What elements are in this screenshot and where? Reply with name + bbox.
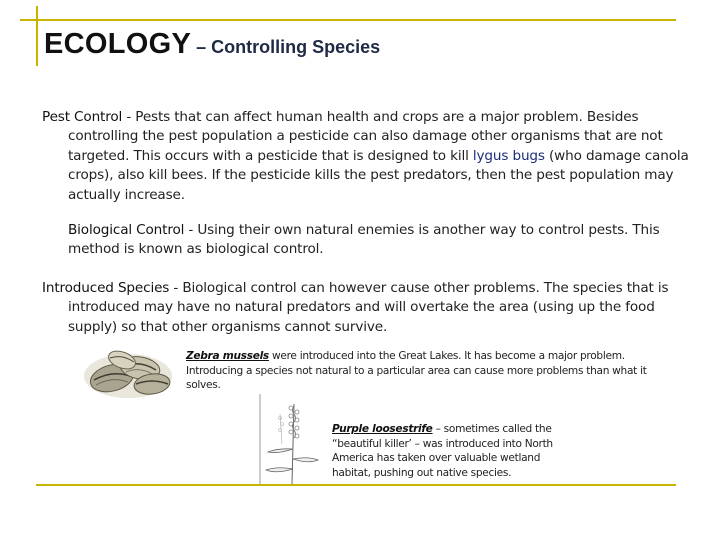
bottom-rule (36, 484, 676, 486)
left-rule (36, 6, 38, 66)
biological-control-paragraph (68, 221, 672, 260)
introduced-species-paragraph (42, 279, 698, 337)
zebra-mussels-caption (186, 349, 666, 393)
pest-control-text: - Pests that can affect human health and crops are a major problem. Besides controlling the pest population a pesticide can also damage other organisms that are not targeted. This occurs with a pesticide that is designed to kill (68, 109, 663, 164)
purple-loosestrife-caption (332, 422, 572, 480)
zebra-mussels-text: were introduced into the Great Lakes. It has become a major problem. Introducing a species not natural to a particular area can cause more problems than what it solves. (186, 350, 647, 392)
biological-control-term: Biological Control (68, 222, 185, 238)
introduced-species-term: Introduced Species (42, 280, 170, 296)
purple-loosestrife-image (258, 394, 322, 486)
introduced-species-text: - Biological control can however cause other problems. The species that is introduced may have no natural predators and will overtake the area (using up the food supply) so that other organisms cannot survive. (68, 280, 669, 335)
zebra-mussels-name: Zebra mussels (186, 350, 269, 362)
biological-control-text: - Using their own natural enemies is another way to control pests. This method is known as biological control. (68, 222, 660, 258)
purple-loosestrife-text: – sometimes called the “beautiful killer’ – was introduced into North America has taken over valuable wetland habitat, pushing out native species. (332, 423, 553, 479)
pest-control-text-2: (who damage canola crops), also kill bees. If the pesticide kills the pest predators, then the pest population may actually increase. (68, 147, 689, 203)
title-subtitle: – Controlling Species (191, 37, 381, 57)
lygus-bugs-highlight: lygus bugs (472, 147, 545, 164)
top-rule (20, 19, 676, 21)
title-main: ECOLOGY (44, 28, 192, 60)
page-title (44, 28, 380, 61)
purple-loosestrife-name: Purple loosestrife (332, 423, 433, 435)
pest-control-term: Pest Control (42, 109, 123, 125)
zebra-mussels-image (82, 340, 180, 402)
pest-control-paragraph (42, 108, 698, 205)
